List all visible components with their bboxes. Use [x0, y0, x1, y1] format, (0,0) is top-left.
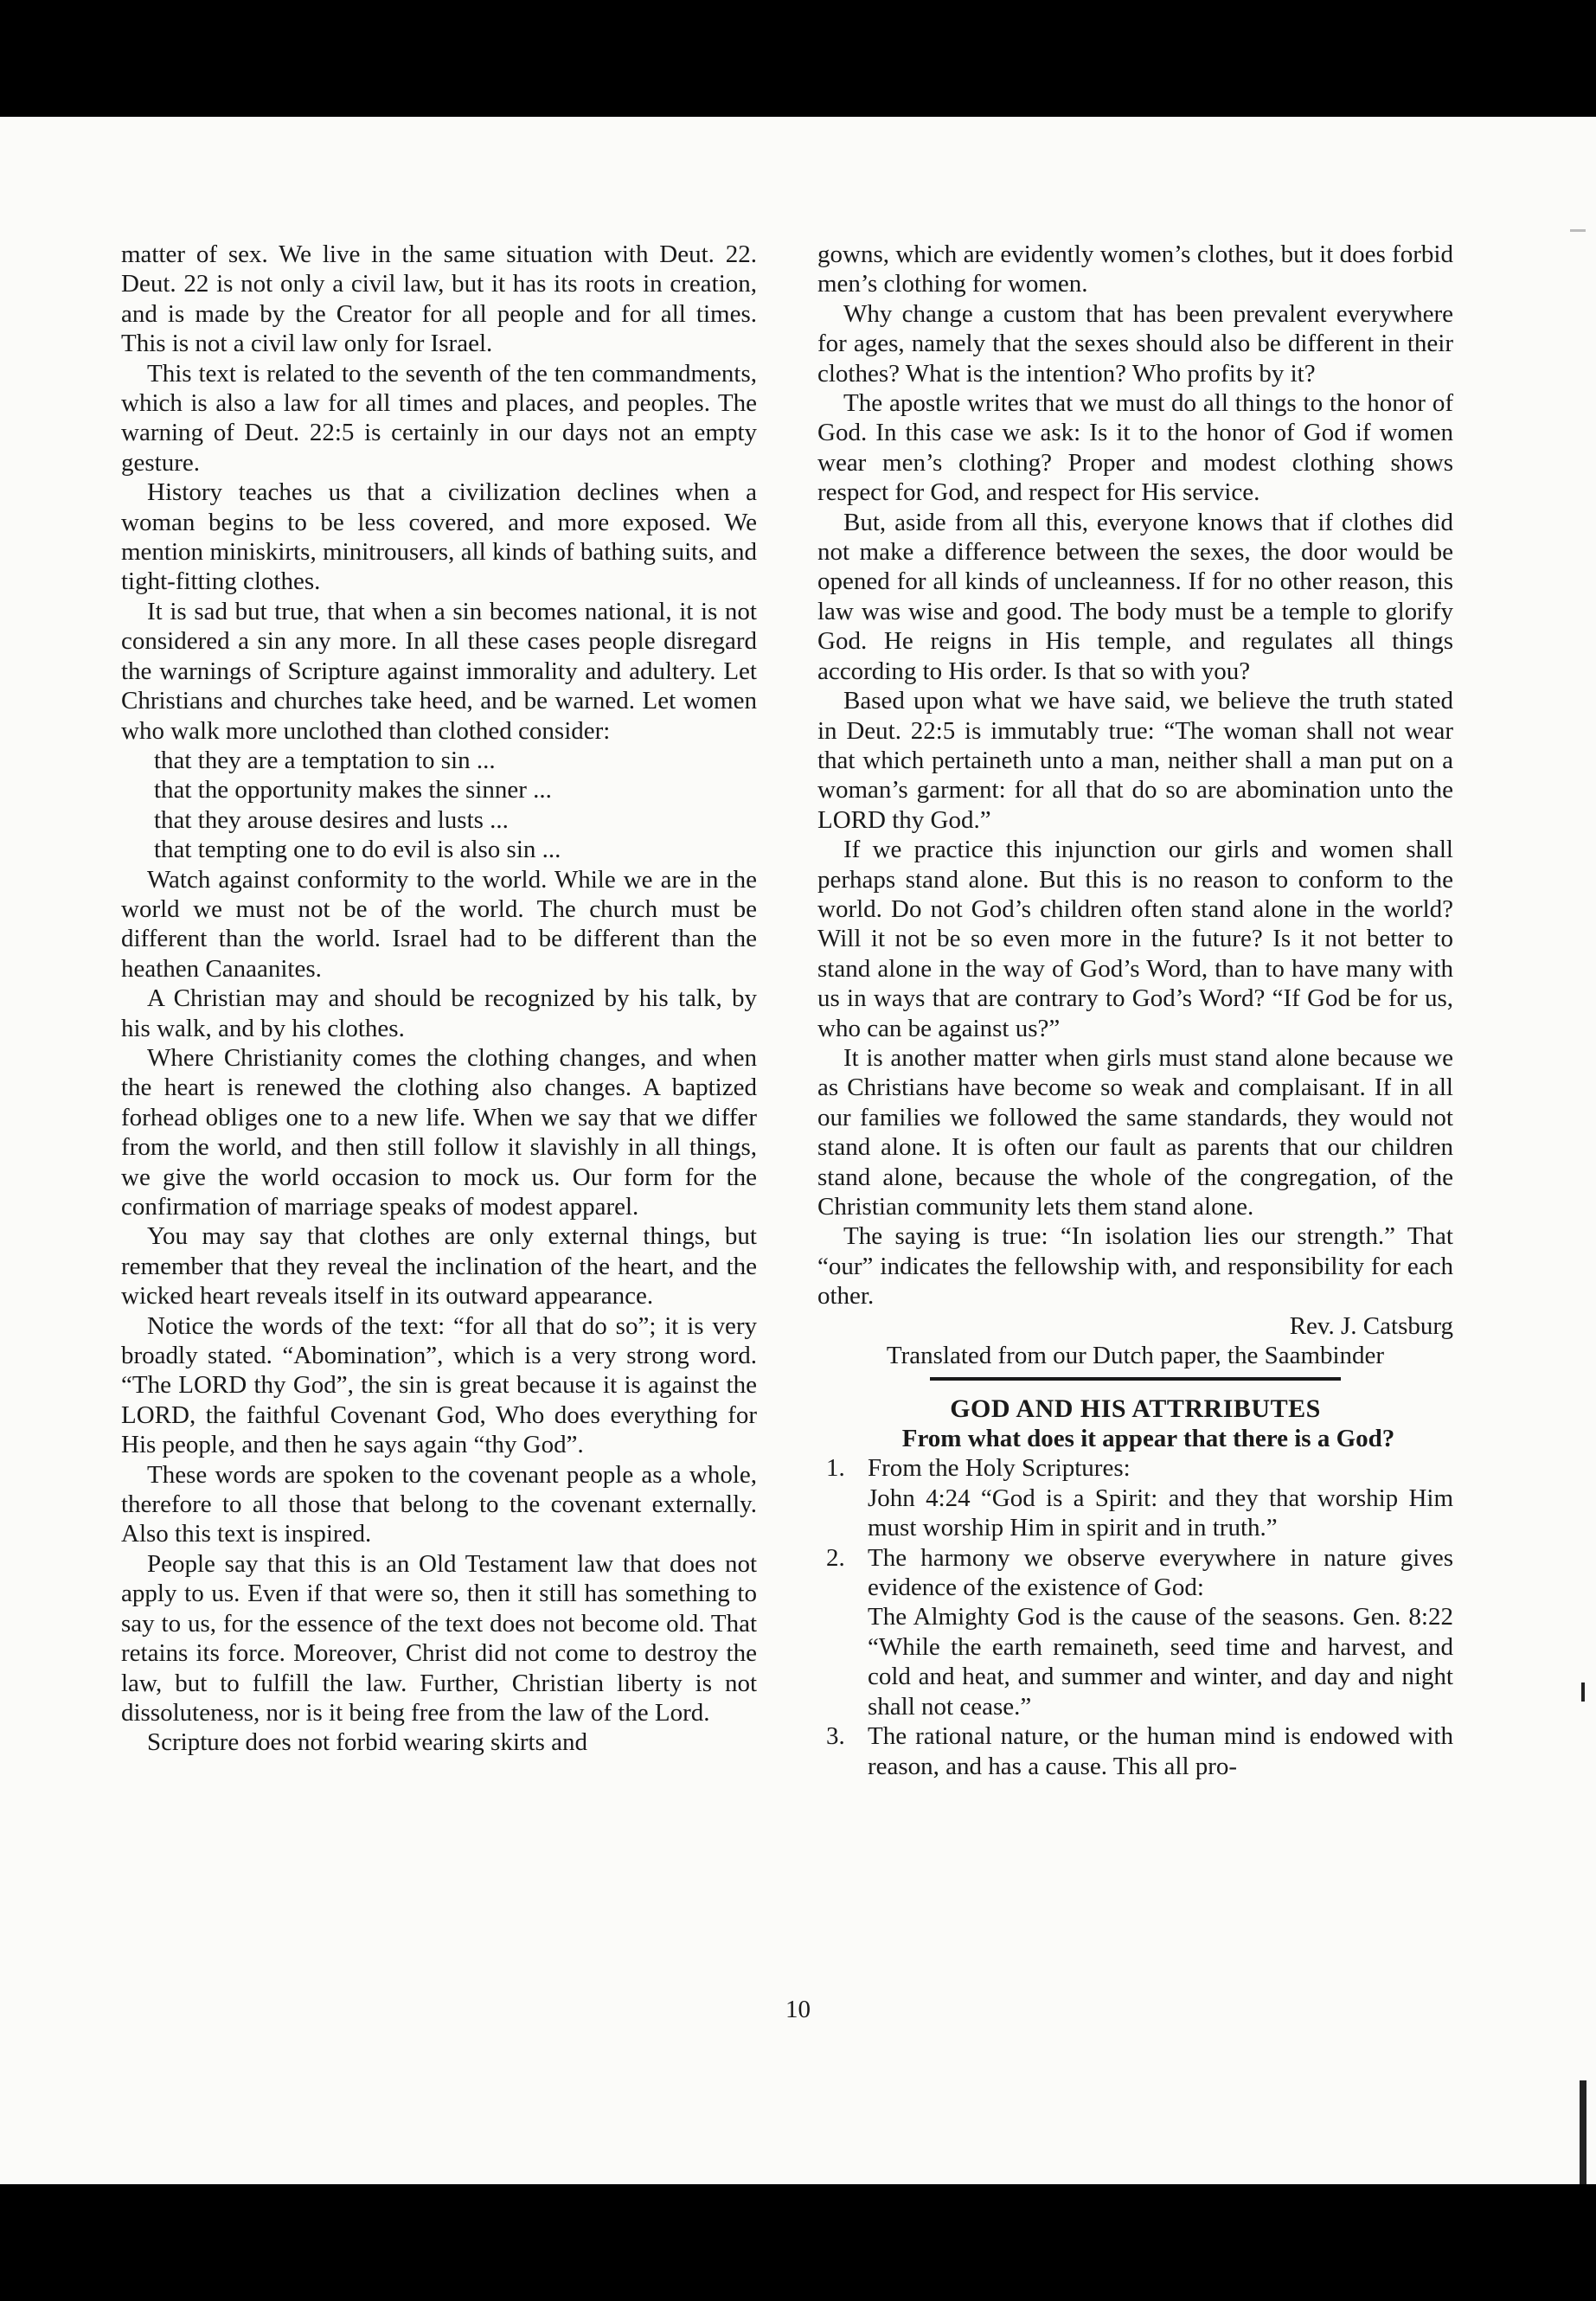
left-column — [121, 240, 757, 1758]
paragraph: Scripture does not forbid wearing skirts and — [147, 1728, 588, 1757]
section-divider — [930, 1377, 1341, 1381]
document-page — [0, 117, 1596, 2184]
paragraph: But, aside from all this, everyone knows that if clothes did not make a difference between the sexes, the door would be opened for all kinds of uncleanness. If for no other reason, this law was wise and good. The body must be a temple to glorify God. He reigns in His temple, and regulates all things according to His order. Is that so with you? — [817, 508, 1453, 685]
paragraph: The apostle writes that we must do all things to the honor of God. In this case we ask: Is it to the honor of God if women wear men’s clothing? Proper and modest clothing shows respect for God, and respect for His service. — [817, 389, 1453, 507]
item-text: John 4:24 “God is a Spirit: and they that worship Him must worship Him in spirit and in truth.” — [868, 1484, 1453, 1542]
item-heading: From the Holy Scriptures: — [868, 1454, 1131, 1483]
item-number: 1. — [826, 1454, 845, 1483]
numbered-item — [817, 1721, 1453, 1781]
consider-list-item: that tempting one to do evil is also sin ... — [154, 836, 561, 864]
numbered-item — [817, 1543, 1453, 1721]
item-heading: The harmony we observe everywhere in nature gives evidence of the existence of God: — [868, 1543, 1453, 1602]
paragraph: It is sad but true, that when a sin becomes national, it is not considered a sin any more. In all these cases people disregard the warnings of Scripture against immorality and adultery. Let Christians and churches take heed, and be warned. Let women who walk more unclothed than clothed consider: — [121, 597, 757, 745]
item-number: 2. — [826, 1543, 845, 1572]
scan-mark — [1580, 2080, 1586, 2184]
consider-list-item: that they arouse desires and lusts ... — [154, 805, 509, 834]
item-text: The Almighty God is the cause of the seasons. Gen. 8:22 “While the earth remaineth, seed time and harvest, and cold and heat, and summer and winter, and day and night shall not cease.” — [868, 1603, 1453, 1721]
paragraph: The saying is true: “In isolation lies our strength.” That “our” indicates the fellowship with, and responsibility for each other. — [817, 1222, 1453, 1311]
item-heading: The rational nature, or the human mind is endowed with reason, and has a cause. This all pro- — [868, 1722, 1453, 1780]
translation-note: Translated from our Dutch paper, the Saambinder — [886, 1342, 1385, 1370]
paragraph: History teaches us that a civilization declines when a woman begins to be less covered, and more exposed. We mention miniskirts, minitrousers, all kinds of bathing suits, and tight-fitting clothes. — [121, 478, 757, 596]
paragraph: Based upon what we have said, we believe the truth stated in Deut. 22:5 is immutably true: “The woman shall not wear that which pertaineth unto a man, neither shall a man put on a woman’s garment: for all that do so are abomination unto the LORD thy God.” — [817, 687, 1453, 834]
item-number: 3. — [826, 1722, 845, 1751]
paragraph: You may say that clothes are only external things, but remember that they reveal the inclination of the heart, and the wicked heart reveals itself in its outward appearance. — [121, 1222, 757, 1311]
right-column — [817, 240, 1453, 1781]
paragraph: Where Christianity comes the clothing changes, and when the heart is renewed the clothing also changes. A baptized forhead obliges one to a new life. When we say that we differ from the world, and then still follow it slavishly in all things, we give the world occasion to mock us. Our form for the confirmation of marriage speaks of modest apparel. — [121, 1043, 757, 1221]
consider-list-item: that the opportunity makes the sinner ... — [154, 776, 552, 804]
paragraph: This text is related to the seventh of the ten commandments, which is also a law for all times and places, and peoples. The warning of Deut. 22:5 is certainly in our days not an empty gesture. — [121, 359, 757, 477]
paragraph: gowns, which are evidently women’s clothes, but it does forbid men’s clothing for women. — [817, 240, 1453, 298]
author-signature: Rev. J. Catsburg — [1289, 1311, 1453, 1340]
paragraph: A Christian may and should be recognized by his talk, by his walk, and by his clothes. — [121, 984, 757, 1042]
section-question: From what does it appear that there is a God? — [901, 1425, 1395, 1453]
paragraph: It is another matter when girls must stand alone because we as Christians have become so weak and complaisant. If in all our families we followed the same standards, they would not stand alone. It is often our fault as parents that our children stand alone, because the whole of the congregation, of the Christian community lets them stand alone. — [817, 1043, 1453, 1221]
section-title: GOD AND HIS ATTRRIBUTES — [950, 1394, 1321, 1424]
numbered-item — [817, 1453, 1453, 1542]
scan-mark — [1570, 229, 1586, 232]
scan-mark — [1581, 1682, 1585, 1702]
consider-list-item: that they are a temptation to sin ... — [154, 746, 496, 774]
paragraph: If we practice this injunction our girls and women shall perhaps stand alone. But this is no reason to conform to the world. Do not God’s children often stand alone in the world? Will it not be so even more in the future? Is it not better to stand alone in the way of God’s Word, than to have many with us in ways that are contrary to God’s Word? “If God be for us, who can be against us?” — [817, 836, 1453, 1042]
paragraph: People say that this is an Old Testament law that does not apply to us. Even if that were so, then it still has something to say to us, for the essence of the text does not become old. That retains its force. Moreover, Christ did not come to destroy the law, but to fulfill the law. Further, Christian liberty is not dissoluteness, nor is it being free from the law of the Lord. — [121, 1549, 757, 1727]
paragraph: Notice the words of the text: “for all that do so”; it is very broadly stated. “Abomination”, which is a very strong word. “The LORD thy God”, the sin is great because it is against the LORD, the faithful Covenant God, Who does everything for His people, and then he says again “thy God”. — [121, 1311, 757, 1459]
paragraph: Watch against conformity to the world. While we are in the world we must not be of the world. The church must be different than the world. Israel had to be different than the heathen Canaanites. — [121, 865, 757, 983]
page-number: 10 — [785, 1996, 811, 2023]
paragraph: matter of sex. We live in the same situation with Deut. 22. Deut. 22 is not only a civil law, but it has its roots in creation, and is made by the Creator for all people and for all times. This is not a civil law only for Israel. — [121, 240, 757, 358]
paragraph: These words are spoken to the covenant people as a whole, therefore to all those that belong to the covenant externally. Also this text is inspired. — [121, 1460, 757, 1548]
paragraph: Why change a custom that has been prevalent everywhere for ages, namely that the sexes should also be different in their clothes? What is the intention? Who profits by it? — [817, 299, 1453, 388]
